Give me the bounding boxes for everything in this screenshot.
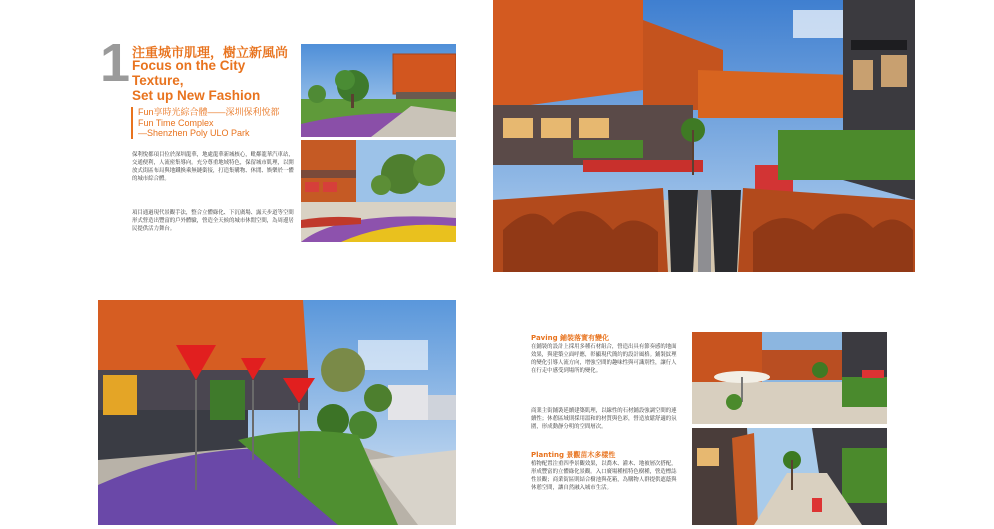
subtitle-english-line-1: Fun Time Complex — [138, 117, 214, 128]
paving-paragraph-2: 商業主街鋪裝延續建築肌理，以線性的石材鋪設強調空間的連續性；休憩區域則採用溫和的材質與色彩，營造放鬆舒適的氛圍，形成動靜分明的空間層次。 — [531, 408, 677, 430]
planting-paragraph: 植物配置注重四季景觀效果，以喬木、灌木、地被層次搭配，形成豐富的立體綠化景觀。入口廣場種植特色樹種，營造標誌性景觀；商業街區則結合樹池與花箱，為購物人群提供遮蔭與休憩空間，讓自然融入城市生活。 — [531, 461, 677, 491]
title-english — [132, 58, 297, 103]
project-subtitle — [131, 107, 303, 139]
title-chinese: 注重城市肌理，樹立新風尚 — [132, 46, 289, 61]
title-english-line-1: Focus on the City Texture, — [132, 58, 246, 88]
title-english-line-2: Set up New Fashion — [132, 88, 261, 103]
atrium-escalator-photo — [493, 0, 915, 272]
park-lawn-photo — [301, 44, 456, 137]
subtitle-english-line-2: —Shenzhen Poly ULO Park — [138, 128, 250, 138]
section-number: 1 — [100, 33, 131, 93]
building-plaza-photo — [301, 140, 456, 242]
paving-heading: Paving 鋪裝落實有變化 — [531, 334, 610, 342]
commercial-street-photo — [692, 428, 887, 525]
subtitle-chinese: Fun享時光綜合體——深圳保利悅都 — [138, 107, 280, 117]
intro-paragraph-1: 保利悅都項目位於深圳龍華，地處龍華新城核心，毗鄰龍華汽車站，交通便利，人流密集導向。充分尊重地域特色，保留城市肌理，以開放式街區布局與地鐵換乘無縫銜接，打造集購物、休閒、娛樂於一體的城市綜合體。 — [132, 152, 294, 182]
paving-paragraph-1: 在鋪裝的設計上採用多種石材組合，營造出具有節奏感的地面效果，與建築立面呼應，彰顯現代簡約的設計風格。鋪裝紋理的變化引導人流方向，增強空間的趣味性與可識別性，讓行人在行走中感受到場所的變化。 — [531, 344, 677, 374]
street-umbrellas-photo — [692, 332, 887, 424]
planting-heading: Planting 景觀苗木多樣性 — [531, 451, 616, 459]
entrance-lanterns-photo — [98, 300, 456, 525]
intro-paragraph-2: 項目通過現代景觀手法，整合立體綠化、下沉廣場、露天步道等空間形式營造出豐富的戶外體驗，營造全天候的城市休閒空間，為周邊居民提供活力舞台。 — [132, 210, 294, 232]
